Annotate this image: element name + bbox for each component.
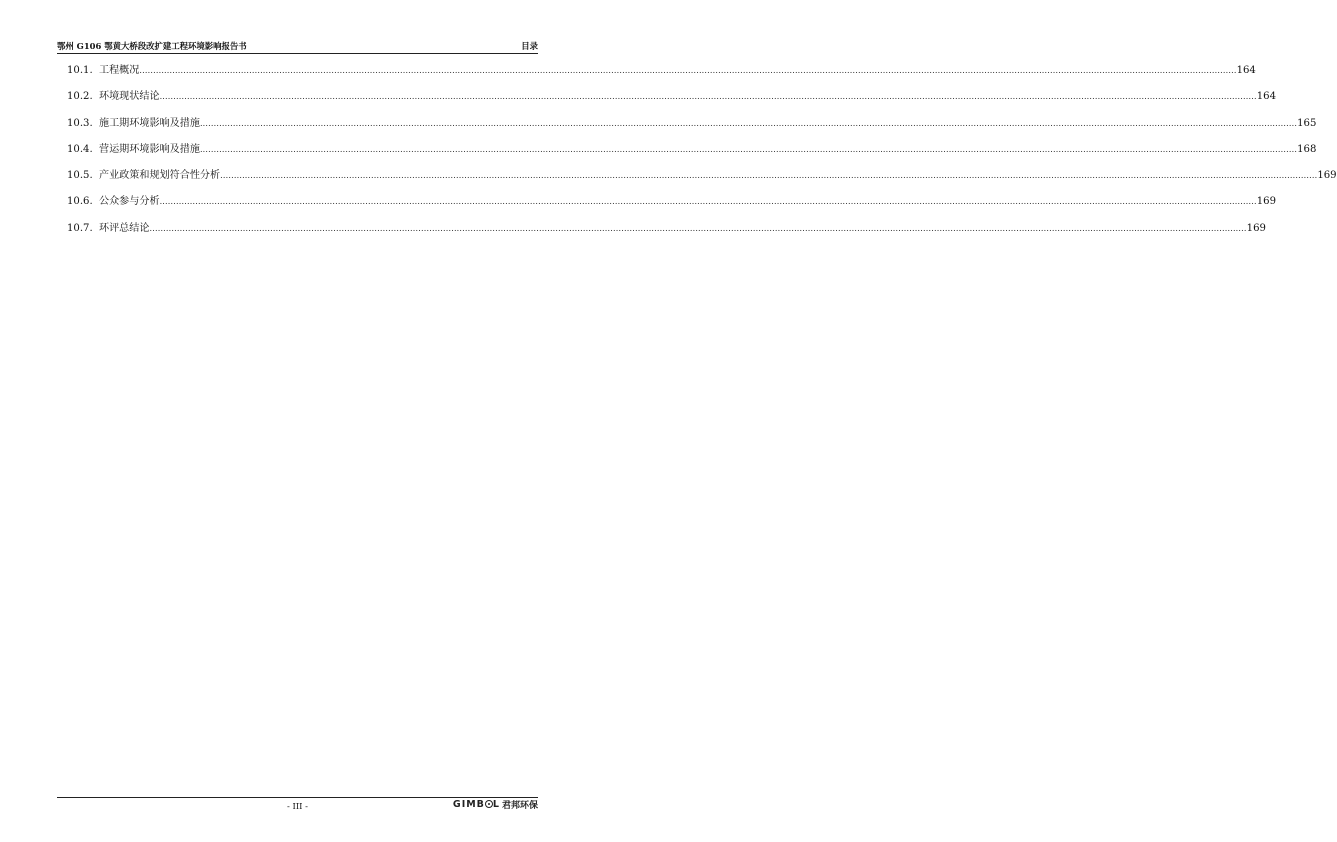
toc-entry-title: 产业政策和规划符合性分析 <box>99 170 221 182</box>
toc-entry[interactable] <box>67 84 1277 110</box>
logo-chinese-name: 君邦环保 <box>501 800 538 811</box>
toc-entry-title: 施工期环境影响及措施 <box>99 117 200 129</box>
toc-entry[interactable] <box>67 111 1317 137</box>
toc-entry[interactable] <box>67 189 1277 215</box>
toc-entry-title: 营运期环境影响及措施 <box>99 143 200 155</box>
toc-leader-dots: ................................................................................................................................................................................................................................................................................................................................................................................................................ <box>199 144 1298 154</box>
toc-entry-number: 10.6. <box>67 196 93 208</box>
section-label: 目录 <box>521 41 538 51</box>
toc-entry-title: 公众参与分析 <box>99 196 160 208</box>
toc-entry-number: 10.3. <box>67 117 93 129</box>
toc-entry-number: 10.5. <box>67 170 93 182</box>
toc-leader-dots: ................................................................................................................................................................................................................................................................................................................................................................................................................ <box>139 66 1237 75</box>
toc-leader-dots: ................................................................................................................................................................................................................................................................................................................................................................................................................ <box>220 171 1318 181</box>
company-logo <box>453 797 538 811</box>
document-title: 鄂州 G106 鄂黄大桥段改扩建工程环境影响报告书 <box>57 41 247 51</box>
toc-entry[interactable] <box>67 58 1256 84</box>
toc-entry-page: 169 <box>1317 170 1337 182</box>
toc-entry-page: 169 <box>1246 222 1266 234</box>
toc-entry-number: 10.2. <box>67 91 93 103</box>
toc-entry-page: 164 <box>1236 65 1256 76</box>
toc-entry-page: 164 <box>1256 91 1277 103</box>
logo-o-icon <box>485 800 493 808</box>
header-divider <box>57 53 538 54</box>
table-of-contents <box>67 58 1337 242</box>
toc-entry-title: 工程概况 <box>99 65 140 76</box>
toc-entry-title: 环评总结论 <box>99 222 150 234</box>
toc-entry-page: 168 <box>1297 143 1317 155</box>
toc-entry-number: 10.7. <box>67 222 93 234</box>
toc-entry-page: 169 <box>1256 196 1277 208</box>
running-header <box>57 38 538 52</box>
toc-leader-dots: ................................................................................................................................................................................................................................................................................................................................................................................................................ <box>149 223 1247 233</box>
toc-leader-dots: ................................................................................................................................................................................................................................................................................................................................................................................................................ <box>159 197 1257 207</box>
toc-entry-number: 10.1. <box>67 65 93 76</box>
toc-entry[interactable] <box>67 216 1266 242</box>
toc-entry-number: 10.4. <box>67 143 93 155</box>
toc-leader-dots: ................................................................................................................................................................................................................................................................................................................................................................................................................ <box>159 92 1257 102</box>
page-number: - III - <box>287 801 308 811</box>
toc-entry[interactable] <box>67 163 1337 189</box>
toc-leader-dots: ................................................................................................................................................................................................................................................................................................................................................................................................................ <box>199 118 1298 128</box>
toc-entry-page: 165 <box>1297 117 1317 129</box>
toc-entry-title: 环境现状结论 <box>99 91 160 103</box>
toc-entry[interactable] <box>67 137 1317 163</box>
logo-wordmark: GIMB L <box>452 798 500 810</box>
